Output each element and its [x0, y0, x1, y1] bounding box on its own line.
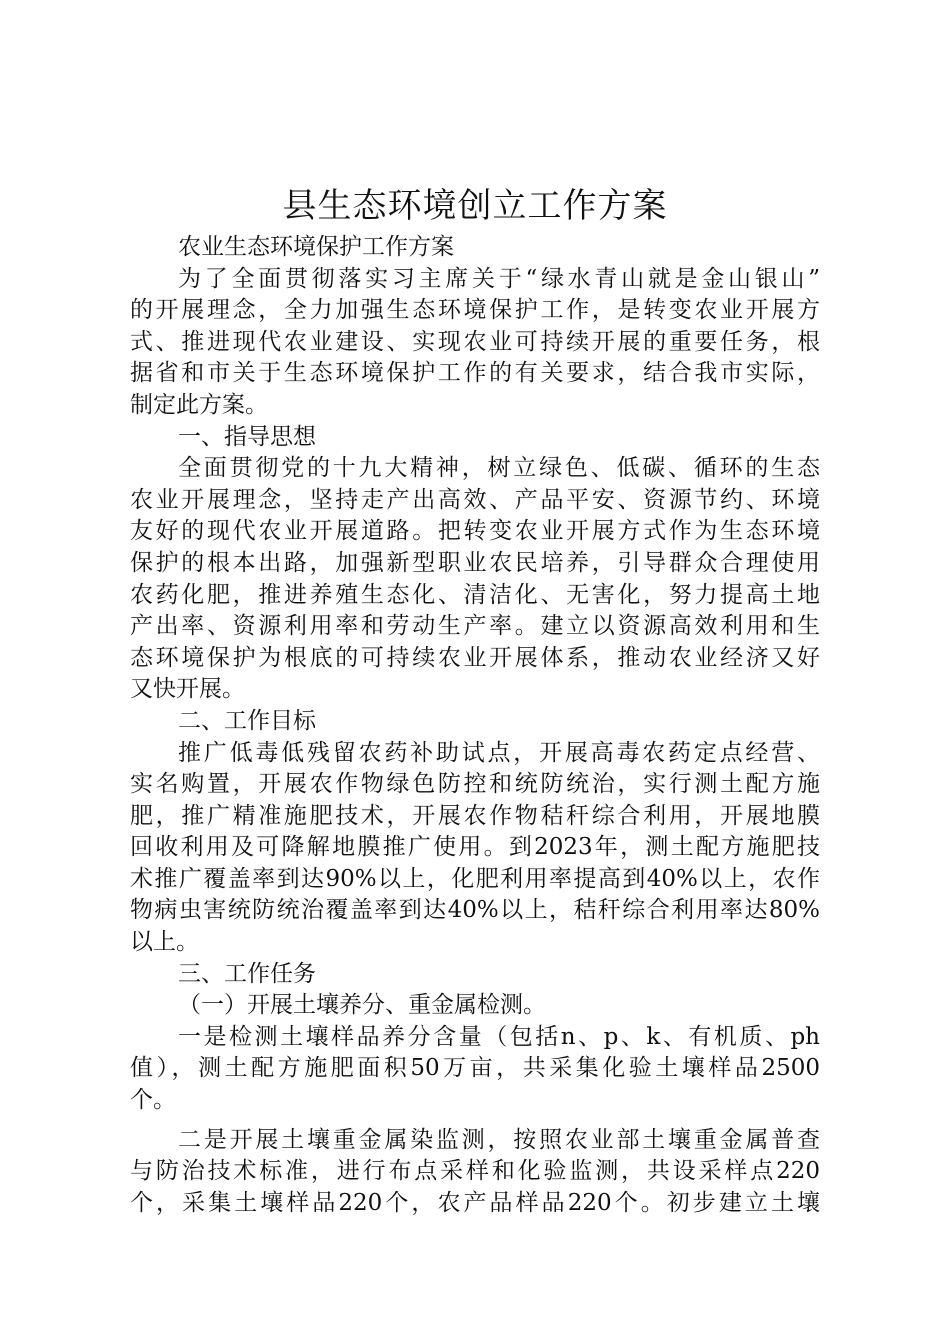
- paragraph-line: 保护的根本出路，加强新型职业农民培养，引导群众合理使用: [130, 549, 820, 576]
- paragraph-line: 以上。: [130, 929, 199, 956]
- paragraph-line: 的开展理念，全力加强生态环境保护工作，是转变农业开展方: [130, 297, 820, 324]
- paragraph-gap: [130, 1117, 820, 1125]
- paragraph-line: 回收利用及可降解地膜推广使用。到2023年，测土配方施肥技: [130, 834, 820, 861]
- subsection-heading: （一）开展土壤养分、重金属检测。: [178, 992, 546, 1019]
- subtitle-line: 农业生态环境保护工作方案: [178, 234, 454, 260]
- document-title: 县生态环境创立工作方案: [282, 186, 668, 226]
- paragraph-line: 为了全面贯彻落实习主席关于“绿水青山就是金山银山”: [178, 265, 820, 292]
- paragraph-line: 产出率、资源利用率和劳动生产率。建立以资源高效利用和生: [130, 613, 820, 640]
- paragraph-line: 物病虫害统防统治覆盖率到达40%以上，秸秆综合利用率达80%: [130, 897, 820, 924]
- paragraph-line: 值），测土配方施肥面积50万亩，共采集化验土壤样品2500: [130, 1055, 820, 1082]
- paragraph-line: 农药化肥，推进养殖生态化、清洁化、无害化，努力提高土地: [130, 581, 820, 608]
- paragraph-line: 友好的现代农业开展道路。把转变农业开展方式作为生态环境: [130, 518, 820, 545]
- paragraph-line: 个，采集土壤样品220个，农产品样品220个。初步建立土壤: [130, 1189, 820, 1216]
- section-heading: 一、指导思想: [178, 423, 316, 450]
- paragraph-line: 又快开展。: [130, 676, 245, 703]
- paragraph-line: 与防治技术标准，进行布点采样和化验监测，共设采样点220: [130, 1158, 820, 1185]
- paragraph-line: 式、推进现代农业建设、实现农业可持续开展的重要任务，根: [130, 328, 820, 355]
- paragraph-line: 全面贯彻党的十九大精神，树立绿色、低碳、循环的生态: [178, 455, 820, 482]
- paragraph-line: 肥，推广精准施肥技术，开展农作物秸秆综合利用，开展地膜: [130, 802, 820, 829]
- paragraph-line: 据省和市关于生态环境保护工作的有关要求，结合我市实际，: [130, 360, 820, 387]
- paragraph-line: 农业开展理念，坚持走产出高效、产品平安、资源节约、环境: [130, 486, 820, 513]
- paragraph-line: 推广低毒低残留农药补助试点，开展高毒农药定点经营、: [178, 739, 820, 766]
- document-body: [130, 232, 820, 1219]
- section-heading: 二、工作目标: [178, 707, 316, 734]
- paragraph-line: 术推广覆盖率到达90%以上，化肥利用率提高到40%以上，农作: [130, 865, 820, 892]
- paragraph-line: 个。: [130, 1087, 176, 1114]
- paragraph-line: 二是开展土壤重金属染监测，按照农业部土壤重金属普查: [178, 1126, 820, 1153]
- paragraph-line: 实名购置，开展农作物绿色防控和统防统治，实行测土配方施: [130, 771, 820, 798]
- section-heading: 三、工作任务: [178, 960, 316, 987]
- paragraph-line: 制定此方案。: [130, 391, 268, 418]
- paragraph-line: 态环境保护为根底的可持续农业开展体系，推动农业经济又好: [130, 644, 820, 671]
- paragraph-line: 一是检测土壤样品养分含量（包括n、p、k、有机质、ph: [178, 1023, 820, 1050]
